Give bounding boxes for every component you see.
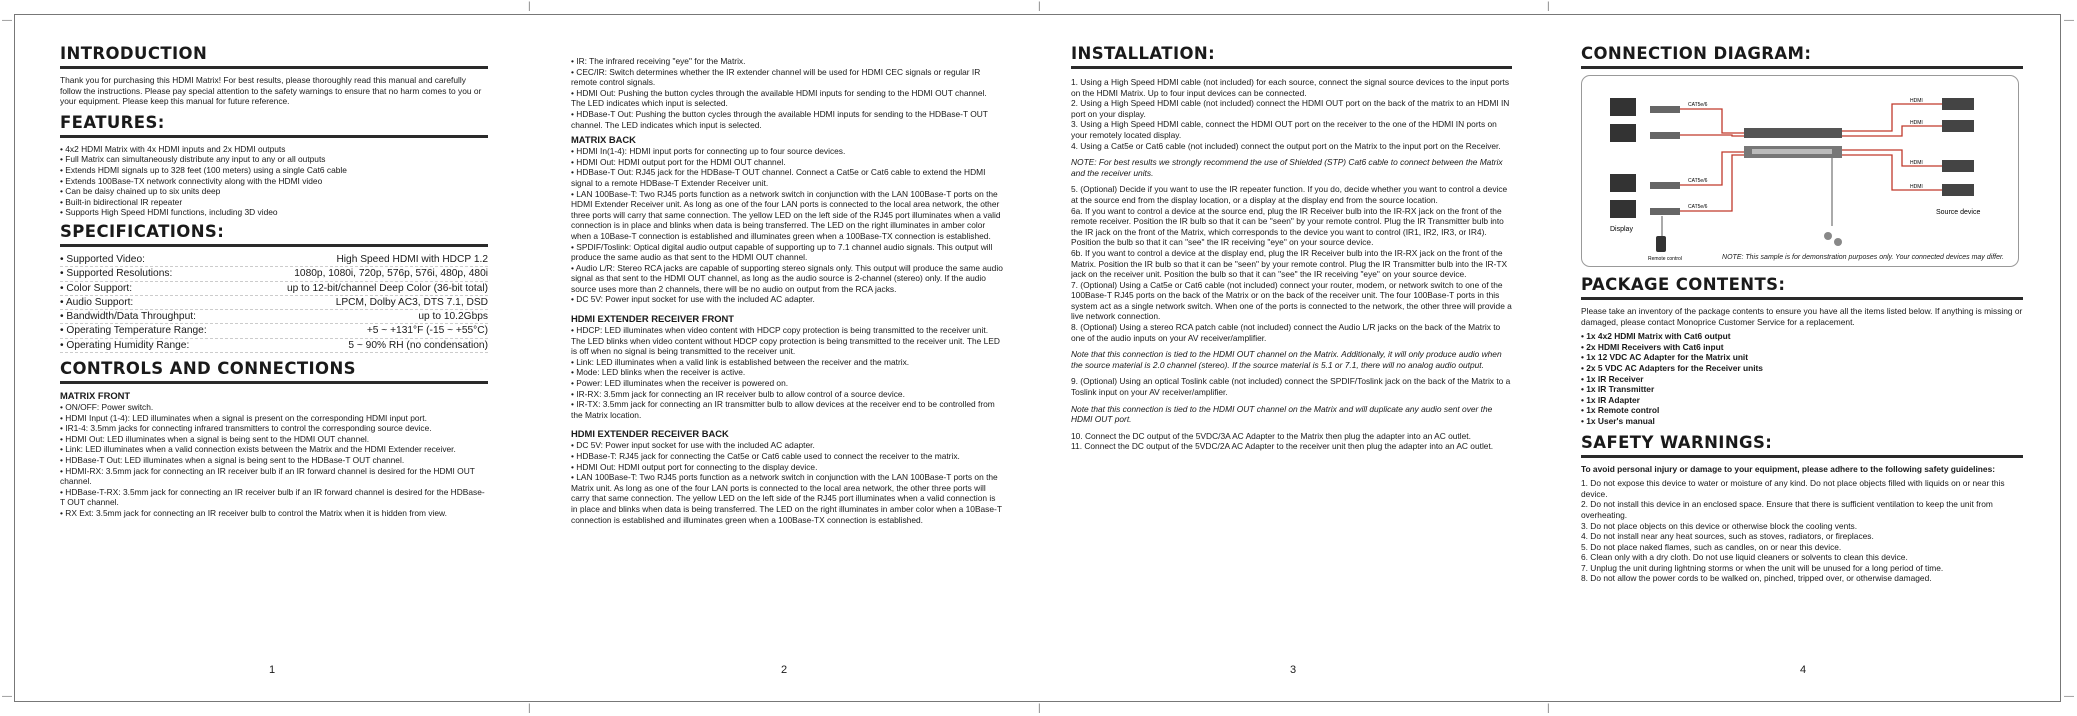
specifications-title: SPECIFICATIONS: bbox=[60, 221, 225, 241]
cable-line bbox=[1842, 104, 1942, 131]
page-number: 2 bbox=[780, 664, 788, 676]
list-item: • Supports High Speed HDMI functions, including 3D video bbox=[60, 207, 488, 218]
display-icon bbox=[1610, 124, 1636, 142]
spec-value: 1080p, 1080i, 720p, 576p, 576i, 480p, 480i bbox=[294, 268, 488, 280]
spec-row bbox=[60, 282, 488, 296]
list-item: • HDMI In(1-4): HDMI input ports for connecting up to four source devices. bbox=[571, 146, 1003, 157]
introduction-text: Thank you for purchasing this HDMI Matrix! For best results, please thoroughly read this manual and carefully follow the instructions. Please pay special attention to the safety warnings to ensure that no harm comes to you or your equipment. Please keep this manual for future reference. bbox=[60, 75, 482, 107]
panel-3 bbox=[1071, 44, 1512, 664]
cable-label: CAT5e/6 bbox=[1688, 102, 1708, 108]
source-device-icon bbox=[1942, 120, 1974, 132]
list-item: • Can be daisy chained up to six units deep bbox=[60, 186, 488, 197]
panel-2 bbox=[571, 56, 1003, 676]
list-item: • 1x IR Receiver bbox=[1581, 374, 2023, 385]
crop-mark: — bbox=[2, 691, 12, 702]
crop-mark: — bbox=[2064, 15, 2074, 26]
package-intro: Please take an inventory of the package contents to ensure you have all the items listed below. If anything is missing or damaged, please contact Monoprice Customer Service for a replacement. bbox=[1581, 306, 2023, 327]
list-item: • HDMI Out: HDMI output port for connecting to the display device. bbox=[571, 462, 1003, 473]
list-item: • 1x 4x2 HDMI Matrix with Cat6 output bbox=[1581, 331, 2023, 342]
spec-label: • Supported Resolutions: bbox=[60, 267, 172, 280]
list-item: • IR1-4: 3.5mm jacks for connecting infrared transmitters to control the corresponding source device. bbox=[60, 423, 488, 434]
fold-mark: | bbox=[528, 1, 531, 12]
fold-mark: | bbox=[1547, 1, 1550, 12]
display-icon bbox=[1610, 174, 1636, 192]
list-item: • HDBase-T Out: Pushing the button cycles through the available HDMI inputs for sending to the HDBase-T OUT channel. The LED indicates which input is selected. bbox=[571, 109, 1003, 130]
fold-mark: | bbox=[1038, 1, 1041, 12]
fold-mark: | bbox=[1038, 703, 1041, 714]
receiver-icon bbox=[1650, 208, 1680, 215]
list-item: • Link: LED illuminates when a valid link is established between the receiver and the matrix. bbox=[571, 357, 1003, 368]
cable-label: CAT5e/6 bbox=[1688, 178, 1708, 184]
display-icon bbox=[1610, 200, 1636, 218]
display-icon bbox=[1610, 98, 1636, 116]
title-rule bbox=[1071, 66, 1512, 69]
list-item: • Link: LED illuminates when a valid connection exists between the Matrix and the HDMI Extender receiver. bbox=[60, 444, 488, 455]
installation-steps-1-4: 1. Using a High Speed HDMI cable (not included) for each source, connect the signal source devices to the input ports on the HDMI Matrix. Up to four input devices can be connected. 2. Using a High Speed HDMI cable (not included) connect the HDMI OUT port on the back of the matrix to an HDMI IN port on your display. 3. Using a High Speed HDMI cable, connect the HDMI OUT port on the receiver to the one of the HDMI IN ports on your remotely located display. 4. Using a Cat5e or Cat6 cable (not included) connect the output port on the Matrix to the input port on the Receiver. bbox=[1071, 77, 1510, 151]
list-item: • RX Ext: 3.5mm jack for connecting an IR receiver bulb to control the Matrix when it is hidden from view. bbox=[60, 508, 488, 519]
ir-bulb-icon bbox=[1824, 232, 1832, 240]
safety-intro: To avoid personal injury or damage to your equipment, please adhere to the following safety guidelines: bbox=[1581, 463, 1996, 474]
receiver-front-list bbox=[571, 325, 1003, 420]
spec-value: High Speed HDMI with HDCP 1.2 bbox=[336, 253, 488, 265]
installation-title: INSTALLATION: bbox=[1071, 44, 1216, 63]
spec-value: 5 ~ 90% RH (no condensation) bbox=[348, 339, 488, 351]
list-item: • 1x IR Transmitter bbox=[1581, 384, 2023, 395]
list-item: • 1x User's manual bbox=[1581, 416, 2023, 427]
list-item: • Built-in bidirectional IR repeater bbox=[60, 197, 488, 208]
connection-diagram-title: CONNECTION DIAGRAM: bbox=[1581, 44, 1812, 63]
matrix-front-cont-list bbox=[571, 56, 1003, 130]
fold-mark: | bbox=[528, 703, 531, 714]
safety-warnings-title: SAFETY WARNINGS: bbox=[1581, 432, 1773, 452]
page-number: 3 bbox=[1289, 664, 1297, 676]
cable-line bbox=[1842, 155, 1942, 190]
list-item: • HDMI Out: LED illuminates when a signal is being sent to the HDMI OUT channel. bbox=[60, 434, 488, 445]
title-rule bbox=[60, 381, 488, 384]
spec-row bbox=[60, 253, 488, 267]
crop-mark: — bbox=[2, 15, 12, 26]
spec-value: LPCM, Dolby AC3, DTS 7.1, DSD bbox=[335, 296, 488, 308]
list-item: • 1x Remote control bbox=[1581, 405, 2023, 416]
list-item: • HDMI Out: HDMI output port for the HDMI OUT channel. bbox=[571, 157, 1003, 168]
package-contents-title: PACKAGE CONTENTS: bbox=[1581, 275, 1786, 294]
matrix-front-list bbox=[60, 402, 488, 519]
list-item: • LAN 100Base-T: Two RJ45 ports function as a network switch in conjunction with the LAN 100Base-T ports on the Matrix unit. As long as one of the four LAN ports is connected to the local area network, the other three ports will carry that same connection. The yellow LED on the left side of the RJ45 port illuminates when a valid connection is in place and blinks when data is being transferred. The LED on the right illuminates in amber color when a 10Base-T connection is established and illuminates green when a 100Base-TX connection is established. bbox=[571, 472, 1003, 525]
remote-label: Remote control bbox=[1648, 256, 1682, 262]
crop-mark: — bbox=[2064, 691, 2074, 702]
installation-steps-10-11: 10. Connect the DC output of the 5VDC/3A AC Adapter to the Matrix then plug the adapter into an AC outlet. 11. Connect the DC output of the 5VDC/2A AC Adapter to the receiver unit then plug the adapter into an AC outlet. bbox=[1071, 430, 1494, 452]
matrix-back-heading: MATRIX BACK bbox=[571, 134, 636, 146]
spec-label: • Supported Video: bbox=[60, 253, 145, 266]
installation-note: NOTE: For best results we strongly recommend the use of Shielded (STP) Cat6 cable to connect between the Matrix and the receiver units. bbox=[1071, 157, 1503, 178]
hdmi-label: HDMI bbox=[1910, 184, 1923, 190]
list-item: • HDCP: LED illuminates when video content with HDCP copy protection is being transmitted to the receiver unit. The LED blinks when video content without HDCP copy protection is being transmitted to the receiver unit. The LED is off when no signal is being transmitted to the receiver unit. bbox=[571, 325, 1003, 357]
ir-bulb-icon bbox=[1834, 238, 1842, 246]
list-item: • HDMI-RX: 3.5mm jack for connecting an IR receiver bulb if an IR forward channel is desired for the HDMI OUT channel. bbox=[60, 466, 488, 487]
receiver-icon bbox=[1650, 182, 1680, 189]
spec-table bbox=[60, 253, 488, 353]
list-item: • 2x HDMI Receivers with Cat6 input bbox=[1581, 342, 2023, 353]
connection-diagram bbox=[1581, 75, 2019, 267]
installation-note: Note that this connection is tied to the HDMI OUT channel on the Matrix and will duplicate any audio sent over the HDMI OUT port. bbox=[1071, 403, 1493, 425]
title-rule bbox=[1581, 66, 2023, 69]
list-item: • HDBase-T: RJ45 jack for connecting the Cat5e or Cat6 cable used to connect the receiver to the matrix. bbox=[571, 451, 1003, 462]
source-device-icon bbox=[1942, 98, 1974, 110]
panel-1 bbox=[60, 44, 488, 664]
display-label: Display bbox=[1610, 226, 1633, 233]
list-item: • LAN 100Base-T: Two RJ45 ports function as a network switch in conjunction with the LAN 100Base-T ports on the HDMI Extender Receiver unit. As long as one of the four LAN ports is connected to the local area network, the other three ports will carry that same connection. The yellow LED on the left side of the RJ45 port illuminates when a valid connection is in place and blinks when data is being transferred. The LED on the right illuminates in amber color when a 10Base-T connection is established and illuminates green when a 100Base-TX connection is established. bbox=[571, 189, 1003, 242]
list-item: • ON/OFF: Power switch. bbox=[60, 402, 488, 413]
list-item: • IR-TX: 3.5mm jack for connecting an IR transmitter bulb to allow devices at the receiver end to be controlled from the Matrix location. bbox=[571, 399, 1003, 420]
list-item: • IR: The infrared receiving "eye" for the Matrix. bbox=[571, 56, 1003, 67]
spec-label: • Color Support: bbox=[60, 282, 132, 295]
spec-value: up to 10.2Gbps bbox=[418, 311, 488, 323]
safety-list: 1. Do not expose this device to water or moisture of any kind. Do not place objects filled with liquids on or near this device. 2. Do not install this device in an enclosed space. Ensure that there is sufficient ventilation to keep the unit from overheating. 3. Do not place objects on this device or otherwise block the cooling vents. 4. Do not install near any heat sources, such as stoves, radiators, or fireplaces. 5. Do not place naked flames, such as candles, on or near this device. 6. Clean only with a dry cloth. Do not use liquid cleaners or solvents to clean this device. 7. Unplug the unit during lightning storms or when the unit will be unused for a long period of time. 8. Do not allow the power cords to be walked on, pinched, tripped over, or otherwise damaged. bbox=[1581, 478, 2005, 584]
installation-step-9: 9. (Optional) Using an optical Toslink cable (not included) connect the SPDIF/Toslink jack on the back of the Matrix to a Toslink input on your AV receiver/amplifier. bbox=[1071, 376, 1511, 398]
receiver-back-list bbox=[571, 440, 1003, 525]
panel-4 bbox=[1581, 44, 2023, 664]
list-item: • HDMI Out: Pushing the button cycles through the available HDMI inputs for sending to the HDMI OUT channel. The LED indicates which input is selected. bbox=[571, 88, 1003, 109]
title-rule bbox=[1581, 297, 2023, 300]
list-item: • HDBase-T Out: LED illuminates when a signal is being sent to the HDBase-T OUT channel. bbox=[60, 455, 488, 466]
receiver-icon bbox=[1650, 106, 1680, 113]
title-rule bbox=[60, 244, 488, 247]
page-number: 4 bbox=[1799, 664, 1807, 676]
spec-row bbox=[60, 339, 488, 353]
list-item: • 1x 12 VDC AC Adapter for the Matrix unit bbox=[1581, 352, 2023, 363]
spec-value: +5 ~ +131°F (-15 ~ +55°C) bbox=[366, 325, 488, 337]
list-item: • Full Matrix can simultaneously distribute any input to any or all outputs bbox=[60, 154, 488, 165]
source-device-label: Source device bbox=[1936, 209, 1981, 216]
list-item: • HDMI Input (1-4): LED illuminates when a signal is present on the corresponding HDMI input port. bbox=[60, 413, 488, 424]
source-device-icon bbox=[1942, 160, 1974, 172]
connection-diagram-svg bbox=[1582, 76, 2018, 266]
list-item: • CEC/IR: Switch determines whether the IR extender channel will be used for HDMI CEC signals or regular IR remote control signals. bbox=[571, 67, 1003, 88]
list-item: • 4x2 HDMI Matrix with 4x HDMI inputs and 2x HDMI outputs bbox=[60, 144, 488, 155]
matrix-ports bbox=[1752, 149, 1832, 154]
spec-row bbox=[60, 267, 488, 281]
diagram-note: NOTE: This sample is for demonstration purposes only. Your connected devices may differ. bbox=[1722, 254, 2004, 261]
list-item: • DC 5V: Power input socket for use with the included AC adapter. bbox=[571, 294, 1003, 305]
spec-label: • Audio Support: bbox=[60, 296, 133, 309]
introduction-title: INTRODUCTION bbox=[60, 44, 208, 63]
receiver-icon bbox=[1650, 132, 1680, 139]
features-list bbox=[60, 144, 488, 218]
controls-title: CONTROLS AND CONNECTIONS bbox=[60, 359, 356, 379]
hdmi-label: HDMI bbox=[1910, 160, 1923, 166]
spec-label: • Bandwidth/Data Throughput: bbox=[60, 310, 196, 323]
matrix-back-list bbox=[571, 146, 1003, 305]
list-item: • DC 5V: Power input socket for use with the included AC adapter. bbox=[571, 440, 1003, 451]
page-number: 1 bbox=[268, 664, 276, 676]
spec-row bbox=[60, 324, 488, 338]
cable-line bbox=[1680, 135, 1744, 136]
list-item: • IR-RX: 3.5mm jack for connecting an IR receiver bulb to allow control of a source device. bbox=[571, 389, 1003, 400]
installation-steps-5-8: 5. (Optional) Decide if you want to use the IR repeater function. If you do, decide whether you want to control a device at the source end from the display location, or a display at the display end from the source location. 6a. If you want to control a device at the source end, plug the IR Receiver bulb into the IR-RX jack on the front of the remote receiver. Position the IR bulb so that it can be "seen" by your remote control. Plug the IR Transmitter bulb into the IR jack on the front of the Matrix, which corresponds to the device you want to control (IR1, IR2, IR3, or IR4). Position the bulb so that it can "see" the IR receiving "eye" on your source device. 6b. If you want to control a device at the display end, plug the IR Receiver bulb into the IR-RX jack on the front of the Matrix. Position the IR bulb so that it can be "seen" by your remote control. Plug the IR Transmitter bulb into the IR-TX jack on the receiver unit. Position the bulb so that it can "see" the IR receiving "eye" on your source device. 7. (Optional) Using a Cat5e or Cat6 cable (not included) connect your router, modem, or network switch to one of the 100Base-T RJ45 ports on the back of the Matrix or on the back of the receiver unit. The four 100Base-T ports in this system act as a single network switch. When one of the ports is connected to the network, the other three will provide a live network connection. 8. (Optional) Using a stereo RCA patch cable (not included) connect the Audio L/R jacks on the back of the Matrix to one of the audio inputs on your AV receiver/amplifier. bbox=[1071, 184, 1512, 343]
hdmi-label: HDMI bbox=[1910, 120, 1923, 126]
spec-row bbox=[60, 296, 488, 310]
receiver-front-heading: HDMI EXTENDER RECEIVER FRONT bbox=[571, 313, 735, 325]
cable-label: CAT5e/6 bbox=[1688, 204, 1708, 210]
list-item: • Extends HDMI signals up to 328 feet (100 meters) using a single Cat6 cable bbox=[60, 165, 488, 176]
title-rule bbox=[60, 135, 488, 138]
installation-note: Note that this connection is tied to the HDMI OUT channel on the Matrix. Additionally, it will only produce audio when the source material is 2.0 channel (stereo). If the source material is 5.1 or 7.1, there will no analog audio output. bbox=[1071, 349, 1502, 370]
remote-control-icon bbox=[1656, 236, 1666, 252]
spec-value: up to 12-bit/channel Deep Color (36-bit total) bbox=[286, 282, 488, 294]
title-rule bbox=[1581, 455, 2023, 458]
list-item: • Extends 100Base-TX network connectivity along with the HDMI video bbox=[60, 176, 488, 187]
package-list bbox=[1581, 331, 2023, 426]
hdmi-label: HDMI bbox=[1910, 98, 1923, 104]
title-rule bbox=[60, 66, 488, 69]
spec-row bbox=[60, 310, 488, 324]
spec-label: • Operating Temperature Range: bbox=[60, 324, 207, 337]
receiver-back-heading: HDMI EXTENDER RECEIVER BACK bbox=[571, 428, 729, 440]
matrix-front-heading: MATRIX FRONT bbox=[60, 390, 131, 402]
list-item: • Audio L/R: Stereo RCA jacks are capable of supporting stereo signals only. This output will produce the same audio signal as that sent to the HDMI OUT channel, as long as the audio source is 2-channel (stereo) only. If the audio source uses more than 2 channels, there will be no audio on output from the RCA jacks. bbox=[571, 263, 1003, 295]
list-item: • 2x 5 VDC AC Adapters for the Receiver units bbox=[1581, 363, 2023, 374]
fold-mark: | bbox=[1547, 703, 1550, 714]
source-device-icon bbox=[1942, 184, 1974, 196]
list-item: • 1x IR Adapter bbox=[1581, 395, 2023, 406]
list-item: • HDBase-T Out: RJ45 jack for the HDBase-T OUT channel. Connect a Cat5e or Cat6 cable to extend the HDMI signal to a remote HDBase-T Extender Receiver unit. bbox=[571, 167, 1003, 188]
matrix-icon bbox=[1744, 128, 1842, 138]
list-item: • SPDIF/Toslink: Optical digital audio output capable of supporting up to 7.1 channel audio signals. This output will produce the same audio as that sent to the HDMI OUT channel. bbox=[571, 242, 1003, 263]
spec-label: • Operating Humidity Range: bbox=[60, 339, 189, 352]
list-item: • Power: LED illuminates when the receiver is powered on. bbox=[571, 378, 1003, 389]
list-item: • HDBase-T-RX: 3.5mm jack for connecting an IR receiver bulb if an IR forward channel is desired for the HDBase-T OUT channel. bbox=[60, 487, 488, 508]
features-title: FEATURES: bbox=[60, 112, 165, 132]
cable-line bbox=[1680, 109, 1744, 133]
list-item: • Mode: LED blinks when the receiver is active. bbox=[571, 367, 1003, 378]
